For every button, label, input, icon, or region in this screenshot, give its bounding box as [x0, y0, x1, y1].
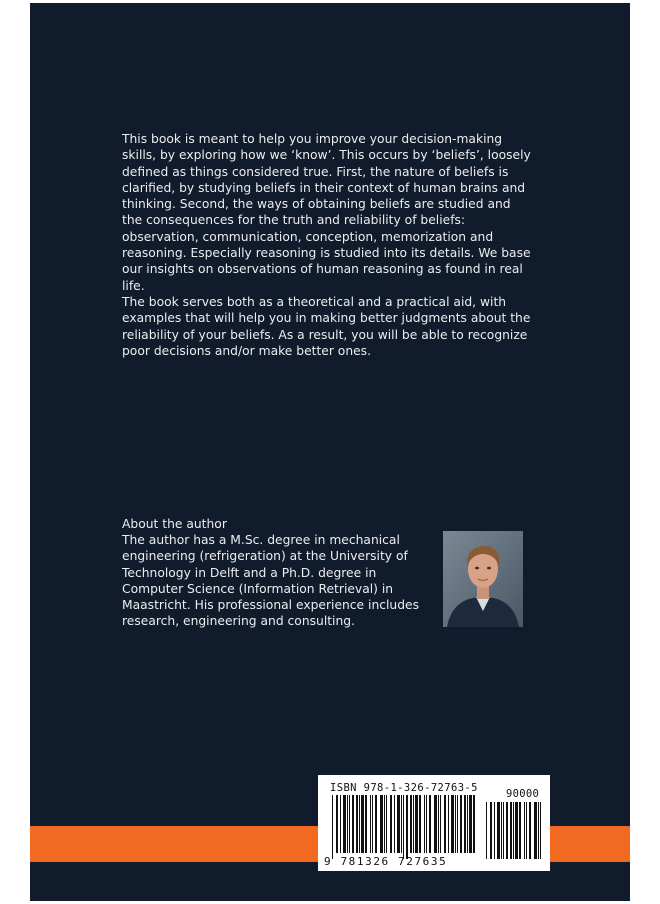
barcode-bar	[340, 795, 341, 853]
barcode-bar	[356, 795, 358, 853]
barcode-bar	[469, 795, 472, 853]
barcode-bar	[501, 802, 502, 859]
barcode-bar	[415, 795, 418, 853]
barcode-bar	[490, 802, 492, 859]
barcode-bar	[515, 802, 518, 859]
author-photo	[443, 531, 523, 627]
barcode-bar	[503, 802, 504, 859]
barcode-bar	[370, 795, 371, 853]
barcode-bar	[510, 802, 512, 859]
barcode-bar	[419, 795, 421, 853]
isbn-barcode	[318, 775, 550, 871]
barcode-digits: 9 781326 727635	[324, 855, 448, 868]
barcode-bar	[513, 802, 514, 859]
barcode-bar	[386, 795, 387, 853]
barcode-bar	[424, 795, 425, 853]
about-author-heading: About the author	[122, 517, 227, 531]
barcode-bar	[494, 802, 495, 859]
price-addon-barcode	[486, 802, 541, 859]
isbn-label: ISBN 978-1-326-72763-5	[330, 782, 478, 794]
barcode-bar	[457, 795, 458, 853]
barcode-bar	[534, 802, 537, 859]
barcode-bar	[343, 795, 346, 853]
book-description	[122, 131, 532, 359]
barcode-bar	[401, 795, 402, 853]
barcode-bar	[524, 802, 525, 859]
barcode-bar	[506, 802, 508, 859]
barcode-bar	[336, 795, 338, 853]
main-barcode	[332, 795, 475, 859]
author-portrait-illustration	[443, 531, 523, 627]
barcode-bar	[529, 802, 531, 859]
barcode-bar	[384, 795, 385, 853]
barcode-bar	[332, 795, 333, 859]
barcode-bar	[397, 795, 400, 853]
price-code: 90000	[506, 788, 540, 800]
barcode-bar	[429, 795, 431, 853]
barcode-bar	[375, 795, 377, 853]
barcode-bar	[497, 802, 500, 859]
barcode-bar	[473, 795, 475, 853]
barcode-bar	[359, 795, 360, 853]
barcode-bar	[347, 795, 348, 853]
barcode-bar	[410, 795, 412, 853]
barcode-bar	[448, 795, 449, 853]
barcode-bar	[426, 795, 427, 853]
barcode-bar	[540, 802, 541, 859]
barcode-bar	[390, 795, 392, 853]
barcode-bar	[526, 802, 527, 859]
barcode-bar	[438, 795, 439, 853]
barcode-bar	[440, 795, 441, 853]
back-cover	[30, 3, 630, 901]
barcode-bar	[380, 795, 383, 853]
barcode-bar	[372, 795, 373, 853]
barcode-bar	[455, 795, 456, 853]
barcode-bar	[444, 795, 446, 853]
description-paragraph-1: This book is meant to help you improve your decision-making skills, by exploring how we ‘know’. This occurs by ‘beliefs’, loosely defined as things considered true. First, the nature of beliefs is clarified, by studying beliefs in their context of human brains and thinking. Second, the ways of obtaining beliefs are studied and the consequences for the truth and reliability of beliefs: observation, communication, conception, memorization and reasoning. Especially reasoning is studied into its details. We base our insights on observations of human reasoning as found in real life.	[122, 132, 531, 293]
barcode-bar	[434, 795, 437, 853]
barcode-bar	[451, 795, 454, 853]
barcode-bar	[361, 795, 364, 853]
about-author-text: The author has a M.Sc. degree in mechanical engineering (refrigeration) at the University of Technology in Delft and a Ph.D. degree in Computer Science (Information Retrieval) in Maastricht. His professional experience includes research, engineering and consulting.	[122, 533, 419, 629]
barcode-bar	[519, 802, 521, 859]
barcode-bar	[349, 795, 350, 853]
barcode-bar	[394, 795, 395, 853]
barcode-bar	[467, 795, 468, 853]
barcode-bar	[413, 795, 414, 853]
barcode-bar	[464, 795, 466, 853]
barcode-bar	[486, 802, 487, 859]
barcode-bar	[460, 795, 462, 853]
description-paragraph-2: The book serves both as a theoretical and a practical aid, with examples that will help you in making better judgments about the reliability of your beliefs. As a result, you will be able to recognize poor decisions and/or make better ones.	[122, 294, 531, 358]
barcode-bar	[538, 802, 539, 859]
barcode-bar	[406, 795, 408, 859]
barcode-bar	[365, 795, 367, 853]
barcode-bar	[352, 795, 354, 853]
barcode-bar	[403, 795, 404, 859]
